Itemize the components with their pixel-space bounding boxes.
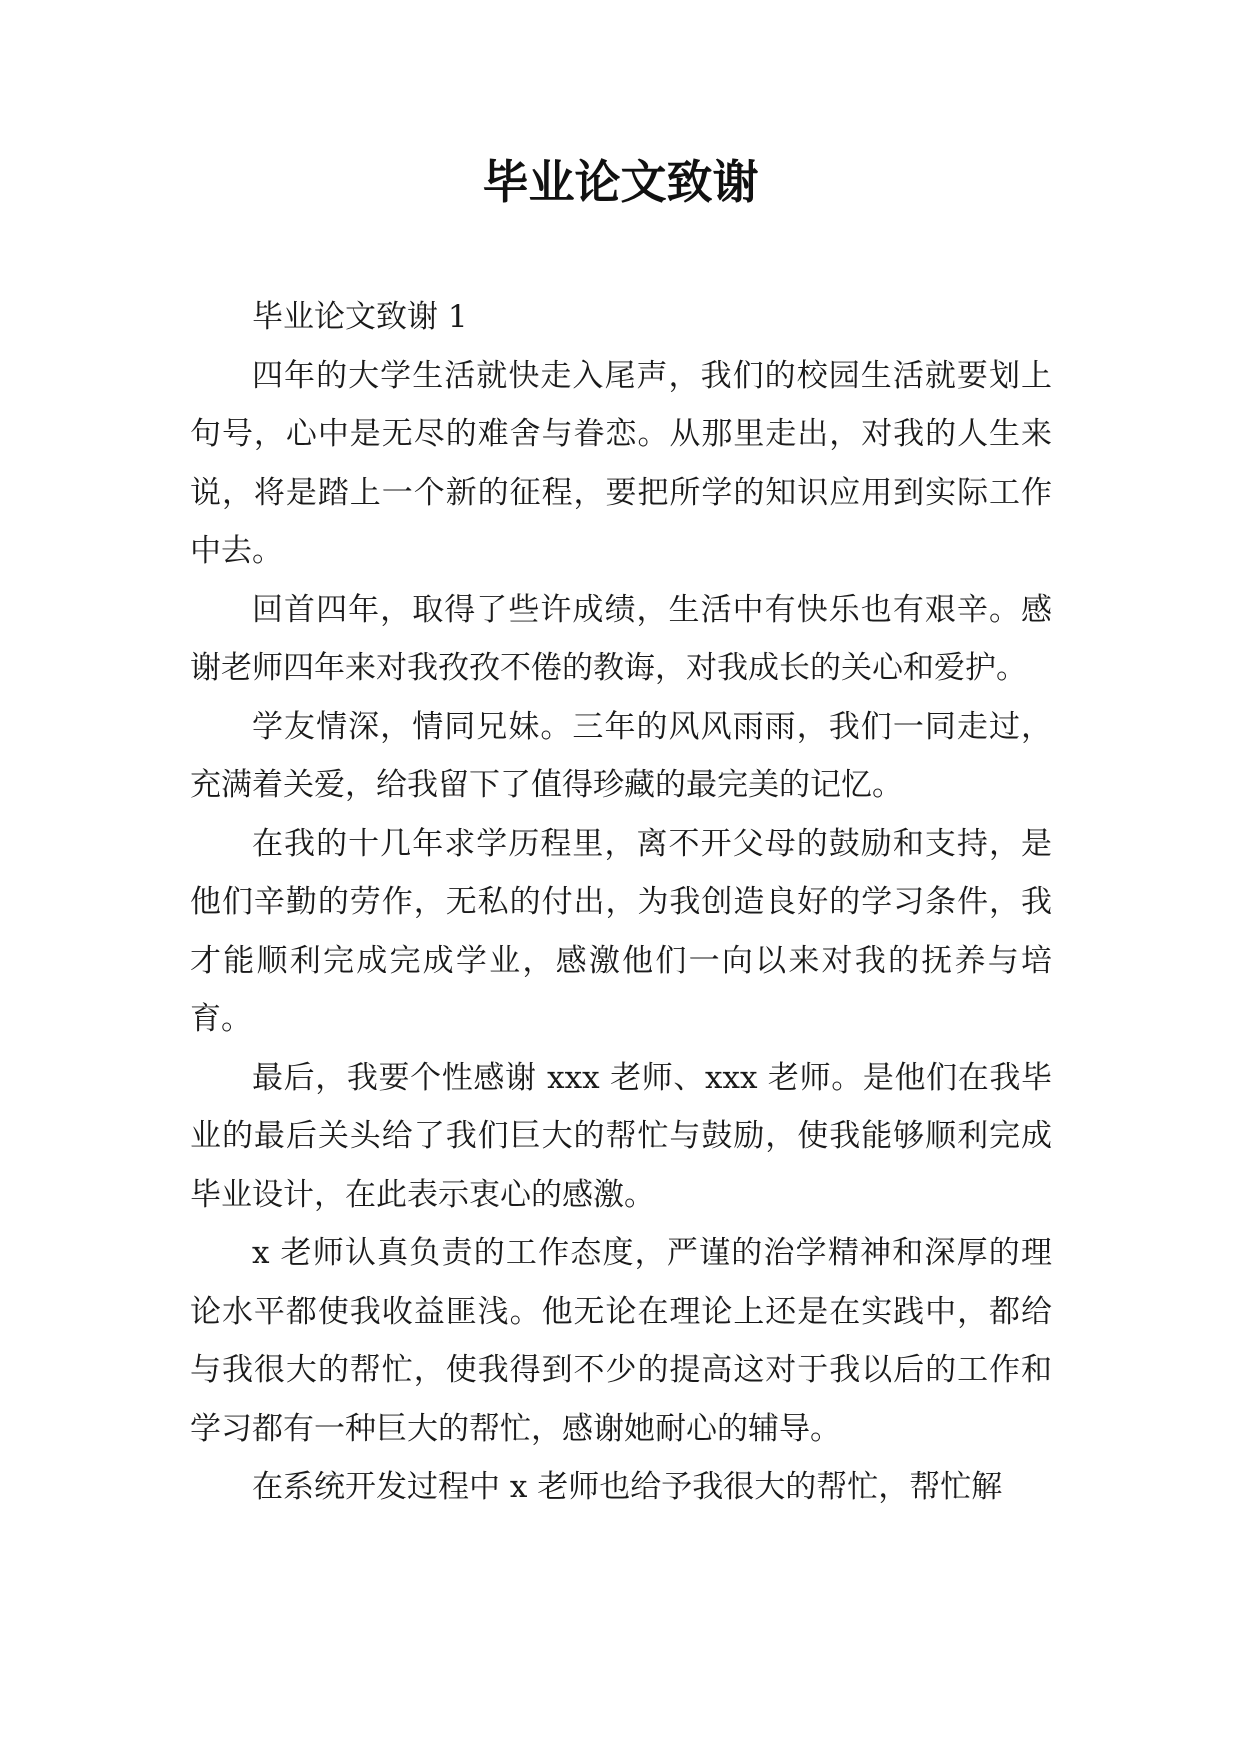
paragraph: 在系统开发过程中 x 老师也给予我很大的帮忙，帮忙解 bbox=[252, 1469, 1003, 1505]
paragraph: 在我的十几年求学历程里，离不开父母的鼓励和支持，是他们辛勤的劳作，无私的付出，为我创造良好的学习条件，我才能顺利完成完成学业，感激他们一向以来对我的抚养与培育。 bbox=[190, 825, 1052, 1037]
paragraph: 四年的大学生活就快走入尾声，我们的校园生活就要划上句号，心中是无尽的难舍与眷恋。从那里走出，对我的人生来说，将是踏上一个新的征程，要把所学的知识应用到实际工作中去。 bbox=[190, 357, 1052, 569]
section-heading: 毕业论文致谢 1 bbox=[252, 299, 468, 335]
document-body bbox=[190, 288, 1052, 1517]
paragraph: 学友情深，情同兄妹。三年的风风雨雨，我们一同走过，充满着关爱，给我留下了值得珍藏的最完美的记忆。 bbox=[190, 708, 1052, 803]
paragraph: 最后，我要个性感谢 xxx 老师、xxx 老师。是他们在我毕业的最后关头给了我们巨大的帮忙与鼓励，使我能够顺利完成毕业设计，在此表示衷心的感激。 bbox=[190, 1059, 1052, 1213]
paragraph: x 老师认真负责的工作态度，严谨的治学精神和深厚的理论水平都使我收益匪浅。他无论在理论上还是在实践中，都给与我很大的帮忙，使我得到不少的提高这对于我以后的工作和学习都有一种巨大的帮忙，感谢她耐心的辅导。 bbox=[190, 1235, 1052, 1447]
paragraph: 回首四年，取得了些许成绩，生活中有快乐也有艰辛。感谢老师四年来对我孜孜不倦的教诲，对我成长的关心和爱护。 bbox=[190, 591, 1052, 686]
document-title: 毕业论文致谢 bbox=[482, 155, 759, 209]
